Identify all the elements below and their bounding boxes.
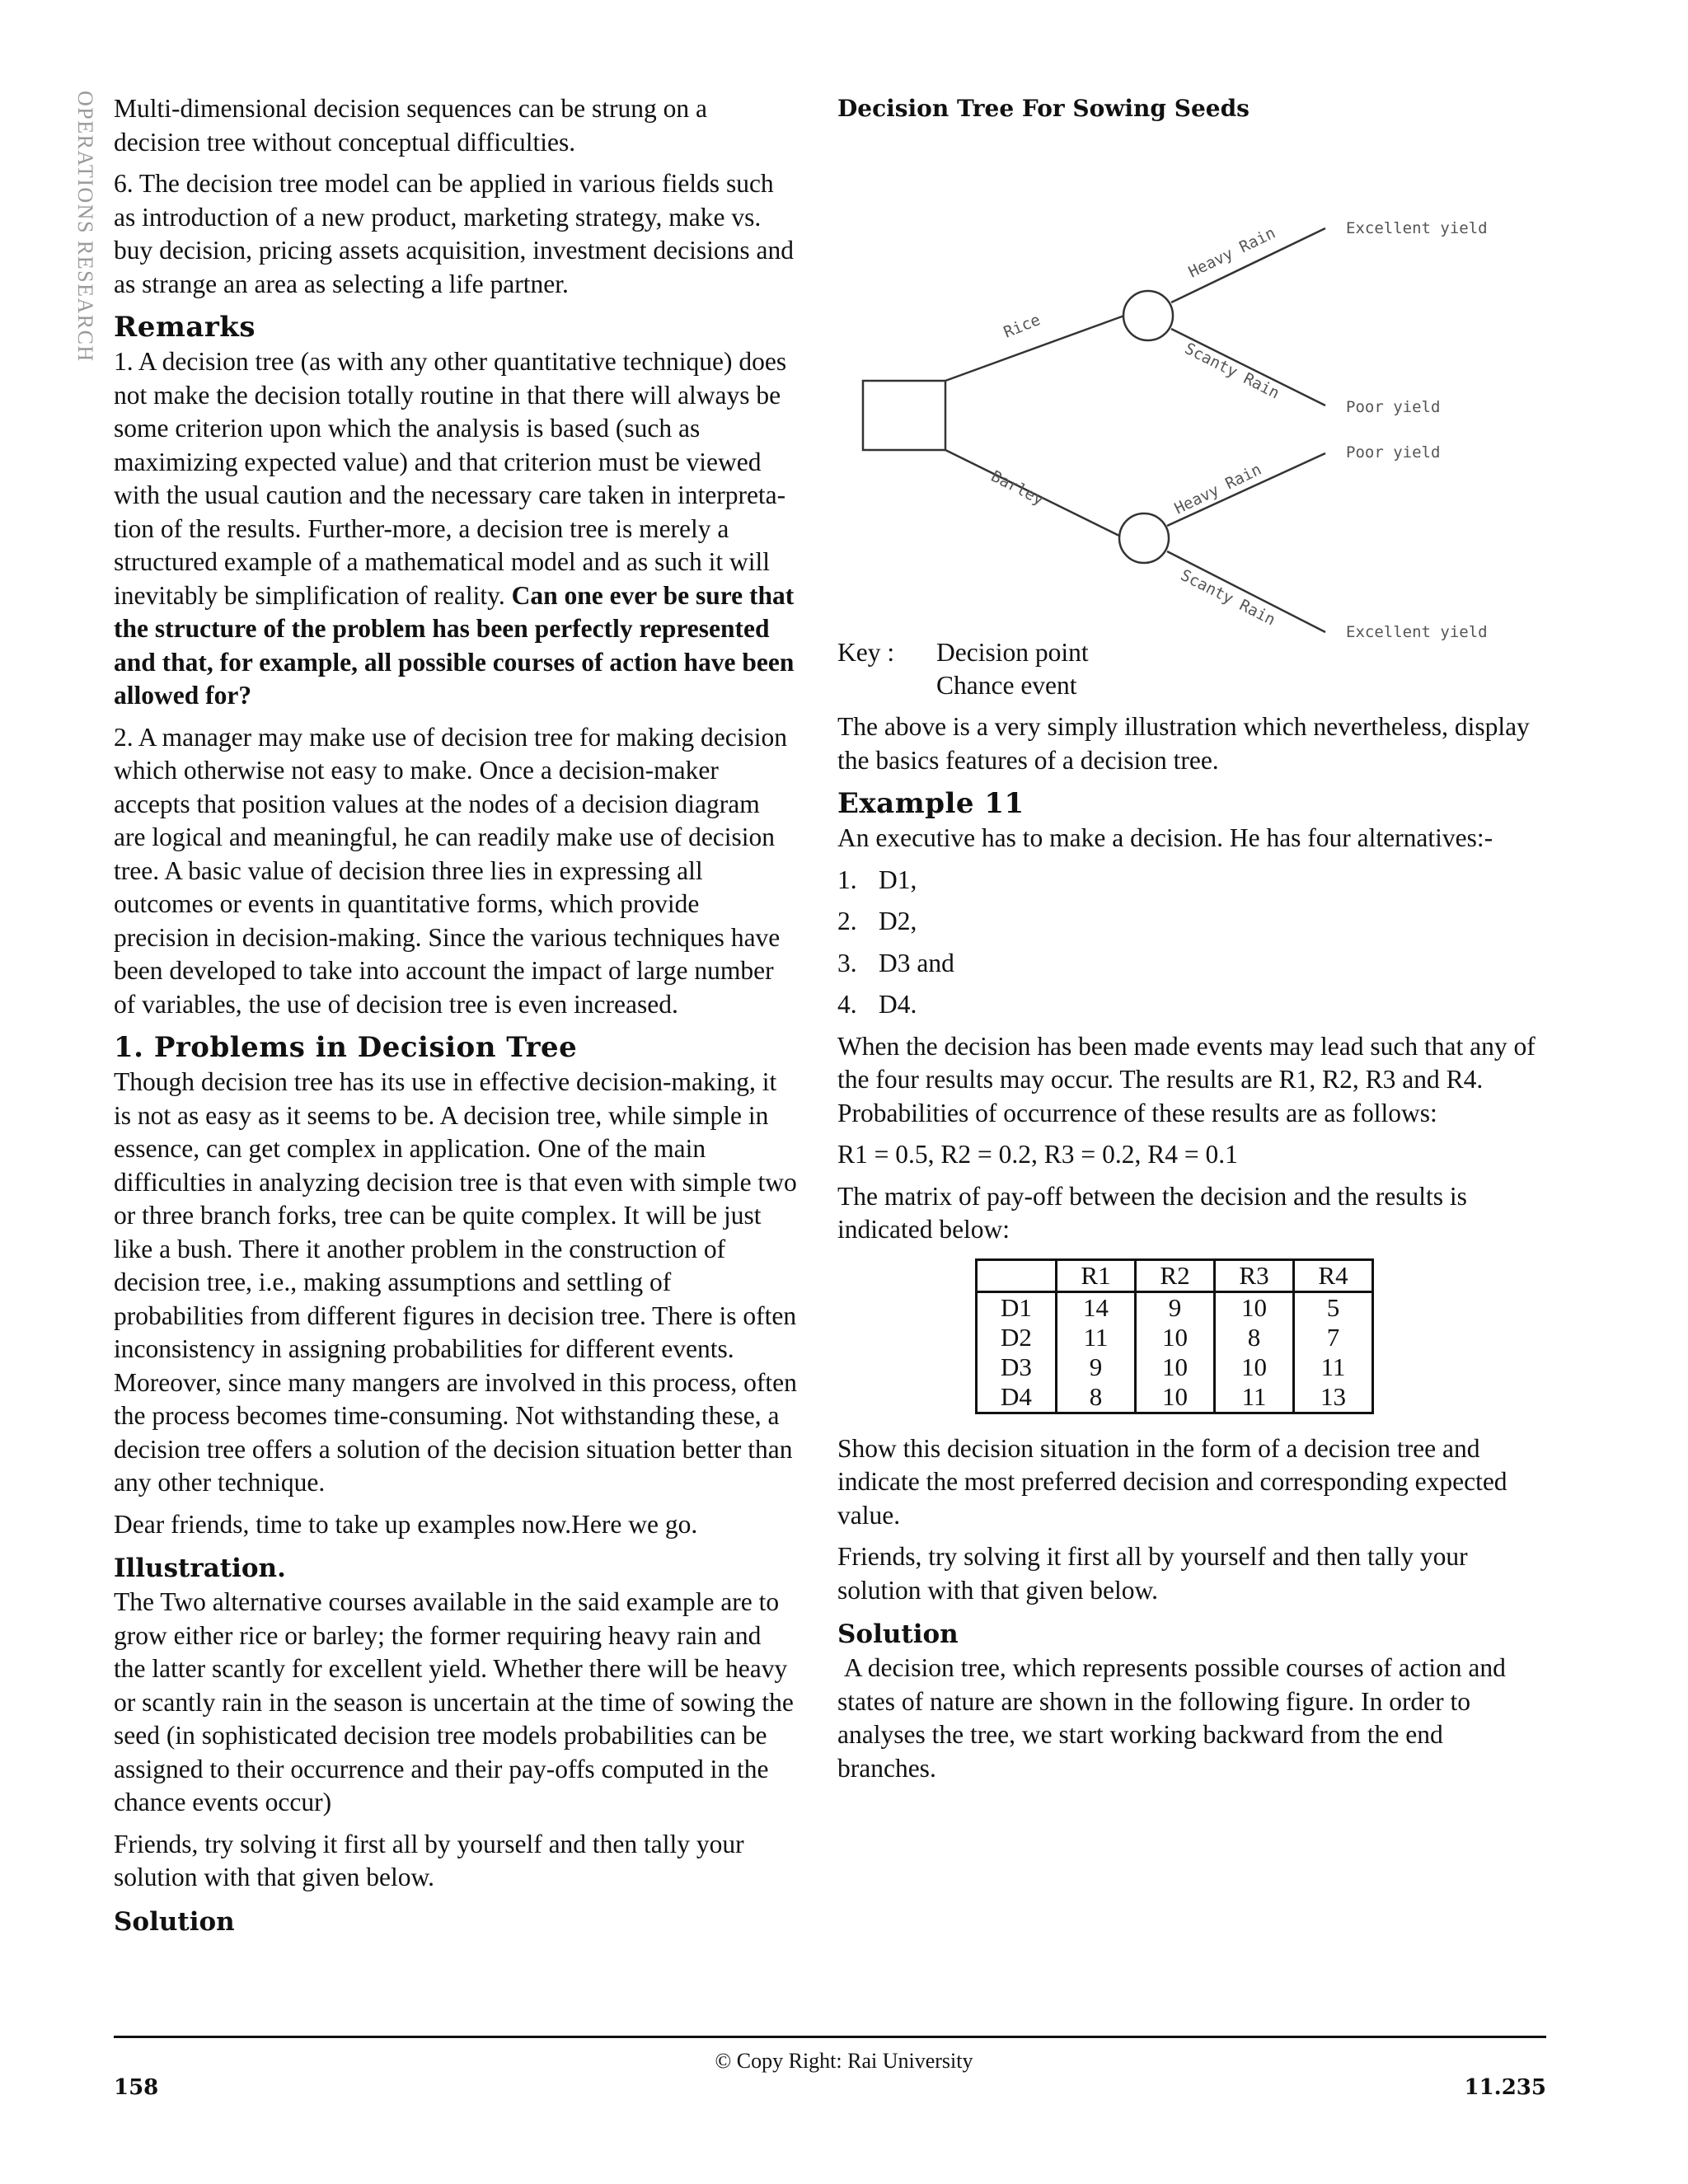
list-item: 1. D1, bbox=[837, 865, 917, 894]
friends-try-paragraph: Friends, try solving it first all by yourself and then tally your solution with that given below. bbox=[114, 1829, 744, 1891]
table-row bbox=[977, 1352, 1373, 1382]
table-cell: 11 bbox=[1057, 1323, 1136, 1352]
friends-try-paragraph-right: Friends, try solving it first all by yourself and then tally your solution with that given below. bbox=[837, 1542, 1468, 1605]
list-item: 3. D3 and bbox=[837, 948, 954, 977]
remark-1-paragraph bbox=[114, 345, 798, 713]
branch-scanty-rain-2 bbox=[1167, 551, 1325, 632]
table-cell: 10 bbox=[1136, 1382, 1215, 1413]
figure-title: Decision Tree For Sowing Seeds bbox=[837, 95, 1250, 122]
table-header-cell: R2 bbox=[1136, 1259, 1215, 1291]
label-scanty-rain-2: Scanty Rain bbox=[1177, 565, 1278, 630]
table-cell: D1 bbox=[977, 1291, 1057, 1323]
table-cell: 11 bbox=[1215, 1382, 1294, 1413]
illustration-paragraph: The Two alternative courses available in the said example are to grow either rice or barley; the former requiring heavy rain and the latter scantly for excellent yield. Whether there will be heavy or scantly rain in the season is uncertain at the time of sowing the seed (in sophisticated decision tree models probabilities can be assigned to their occurrence and their pay-offs computed in the chance events occur) bbox=[114, 1587, 794, 1816]
table-cell: 10 bbox=[1136, 1352, 1215, 1382]
table-cell: 9 bbox=[1136, 1291, 1215, 1323]
chance-node-2 bbox=[1119, 513, 1169, 563]
show-paragraph: Show this decision situation in the form of a decision tree and indicate the most preferred decision and corresponding expected value. bbox=[837, 1433, 1507, 1530]
example-heading: Example 11 bbox=[837, 787, 1025, 820]
table-cell: 8 bbox=[1057, 1382, 1136, 1413]
examples-intro: Dear friends, time to take up examples now.Here we go. bbox=[114, 1509, 698, 1539]
above-paragraph: The above is a very simply illustration which nevertheless, display the basics features of a decision tree. bbox=[837, 712, 1530, 775]
label-excellent-yield-2: Excellent yield bbox=[1346, 623, 1488, 641]
label-heavy-rain-1: Heavy Rain bbox=[1185, 223, 1279, 282]
results-paragraph: When the decision has been made events may lead such that any of the four results may occur. The results are R1, R2, R3 and R4. Probabilities of occurrence of these results are as follows: bbox=[837, 1031, 1536, 1127]
table-cell: 13 bbox=[1294, 1382, 1373, 1413]
solution-heading: Solution bbox=[114, 1906, 235, 1937]
alternatives-list bbox=[837, 864, 1546, 1022]
decision-point-square bbox=[863, 381, 945, 450]
payoff-table bbox=[975, 1258, 1374, 1414]
table-cell: D2 bbox=[977, 1323, 1057, 1352]
table-cell: 10 bbox=[1215, 1291, 1294, 1323]
label-rice: Rice bbox=[1001, 311, 1043, 342]
table-cell: 9 bbox=[1057, 1352, 1136, 1382]
table-row bbox=[977, 1323, 1373, 1352]
point-6-paragraph: 6. The decision tree model can be applied in various fields such as introduction of a new product, marketing strategy, make vs. buy decision, pricing assets acquisition, investment decisions and as strange an area as selecting a life partner. bbox=[114, 169, 794, 298]
copyright-notice: © Copy Right: Rai University bbox=[715, 2049, 973, 2073]
problems-heading: 1. Problems in Decision Tree bbox=[114, 1031, 578, 1064]
footer-divider bbox=[114, 2036, 1546, 2038]
list-item: 2. D2, bbox=[837, 907, 917, 935]
page-code: 11.235 bbox=[1464, 2075, 1546, 2100]
table-cell: D4 bbox=[977, 1382, 1057, 1413]
table-cell: 10 bbox=[1136, 1323, 1215, 1352]
label-excellent-yield-1: Excellent yield bbox=[1346, 219, 1488, 237]
problems-paragraph: Though decision tree has its use in effective decision-making, it is not as easy as it seems to be. A decision tree, while simple in essence, can get complex in application. One of the main difficulties in analyzing decision tree is that even with simple two or three branch forks, tree can be quite complex. It will be just like a bush. There it another problem in the construction of decision tree, i.e., making assumptions and settling of probabilities from different figures in decision tree. There is often inconsistency in assigning probabilities for different events. Moreover, since many mangers are involved in this process, often the process becomes time-consuming. Not withstanding these, a decision tree offers a solution of the decision situation better than any other technique. bbox=[114, 1067, 797, 1497]
remark-2-paragraph: 2. A manager may make use of decision tree for making decision which otherwise not easy to make. Once a decision-maker accepts that position values at the nodes of a decision diagram are logical and meaningful, he can readily make use of decision tree. A basic value of decision three lies in expressing all outcomes or events in quantitative forms, which provide precision in decision-making. Since the various techniques have been developed to take into account the impact of large number of variables, the use of decision tree is even increased. bbox=[114, 722, 788, 1019]
label-poor-yield-1: Poor yield bbox=[1346, 398, 1441, 416]
table-cell: D3 bbox=[977, 1352, 1057, 1382]
figure-key bbox=[837, 636, 1546, 704]
branch-scanty-rain-1 bbox=[1171, 329, 1325, 405]
label-scanty-rain-1: Scanty Rain bbox=[1181, 339, 1282, 403]
solution-paragraph: A decision tree, which represents possible courses of action and states of nature are shown in the following figure. In order to analyses the tree, we start working backward from the end branches. bbox=[837, 1653, 1512, 1783]
table-cell: 8 bbox=[1215, 1323, 1294, 1352]
label-heavy-rain-2: Heavy Rain bbox=[1171, 460, 1265, 518]
left-column bbox=[114, 92, 798, 1939]
key-decision-point: Decision point bbox=[936, 638, 1089, 667]
key-chance-event: Chance event bbox=[936, 671, 1077, 700]
table-row bbox=[977, 1291, 1373, 1323]
table-row bbox=[977, 1382, 1373, 1413]
intro-paragraph: Multi-dimensional decision sequences can be strung on a decision tree without conceptual difficulties. bbox=[114, 94, 707, 157]
table-cell: 11 bbox=[1294, 1352, 1373, 1382]
illustration-heading: Illustration. bbox=[114, 1554, 286, 1583]
label-poor-yield-2: Poor yield bbox=[1346, 443, 1441, 462]
table-header-cell bbox=[977, 1259, 1057, 1291]
example-paragraph: An executive has to make a decision. He has four alternatives:- bbox=[837, 823, 1493, 852]
chance-node-1 bbox=[1123, 291, 1173, 340]
remarks-heading: Remarks bbox=[114, 311, 256, 344]
list-item: 4. D4. bbox=[837, 990, 917, 1019]
key-label: Key : bbox=[837, 638, 895, 667]
matrix-paragraph: The matrix of pay-off between the decision and the results is indicated below: bbox=[837, 1181, 1467, 1244]
table-header-cell: R4 bbox=[1294, 1259, 1373, 1291]
solution-heading-right: Solution bbox=[837, 1619, 959, 1649]
table-cell: 7 bbox=[1294, 1323, 1373, 1352]
remark-1-bold-question: Can one ever be sure that the structure of the problem has been perfectly represented and that, for example, all possible courses of action have been allowed for? bbox=[114, 580, 795, 710]
branch-heavy-rain-2 bbox=[1167, 453, 1325, 526]
table-header-cell: R1 bbox=[1057, 1259, 1136, 1291]
table-cell: 14 bbox=[1057, 1291, 1136, 1323]
right-column bbox=[837, 92, 1546, 1793]
label-barley: Barley bbox=[987, 466, 1047, 509]
remark-1-text: 1. A decision tree (as with any other quantitative technique) does not make the decision totally routine in that there will always be some criterion upon which the analysis is based (such as maximizing expected value) and that criterion must be viewed with the usual caution and the necessary care taken in interpreta-tion of the results. Further-more, a decision tree is merely a structured example of a mathematical model and as such it will inevitably be simplification of reality. bbox=[114, 347, 787, 610]
table-header-row bbox=[977, 1259, 1373, 1291]
page-number: 158 bbox=[114, 2075, 159, 2100]
probabilities-line: R1 = 0.5, R2 = 0.2, R3 = 0.2, R4 = 0.1 bbox=[837, 1140, 1238, 1169]
table-cell: 5 bbox=[1294, 1291, 1373, 1323]
sidebar-label: OPERATIONS RESEARCH bbox=[73, 91, 97, 363]
table-header-cell: R3 bbox=[1215, 1259, 1294, 1291]
table-cell: 10 bbox=[1215, 1352, 1294, 1382]
decision-tree-diagram bbox=[837, 134, 1546, 641]
